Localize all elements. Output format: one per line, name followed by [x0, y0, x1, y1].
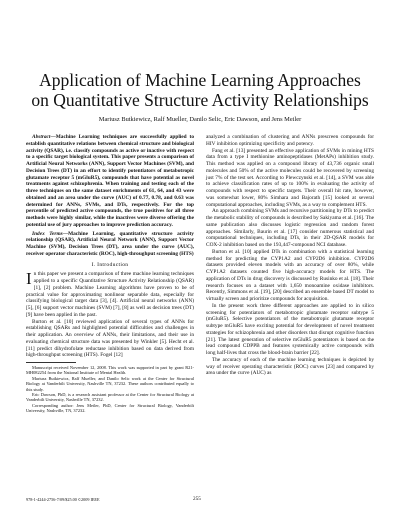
right-paragraph-5: In the present work three different approaches are applied to in silico screening for potentiators of metabotropic glutamate receptor subtype 5 (mGluR5). Selective potentiators of the metabotropic glutamate receptor subtype mGluR5 have exciting potential for development of novel treatment strategies for schizophrenia and other disorders that disrupt cognitive function [21]. The latest generation of selective mGluR5 potentiators is based on the lead compound CDPPB and features systemically active compounds with long half-lives that cross the blood-brain barrier [22]. [206, 302, 374, 356]
footnote-corresponding: Corresponding author: Jens Meiler, PhD, Center for Structural Biology, Vanderbilt University, Nashville, TN, 37232. [26, 402, 194, 414]
intro-paragraph-2: Burton et al. [10] reviewed application of several types of ANNs for establishing QSARs and highlighted potential difficulties and challenges in their application. An overview of ANNs, their limitations, and their use in evaluating chemical structure data was presented by Winkler [5]. Hecht et al. [11] predict dihydrofolate reductase inhibition based on data derived from high-throughput screening (HTS). Fogel [12] [26, 318, 194, 359]
intro-paragraph-1-text: n this paper we present a comparison of three machine learning techniques applied to a specific Quantitative Structure Activity Relationship (QSAR) [1], [2] problem. Machine Learning algorithms have proven to be of practical value for approximating nonlinear separable data, especially for classifying biological target data [3], [4]. Artificial neural networks (ANN) [5], [6] support vector machines (SVM) [7], [8] as well as decision trees (DT) [9] have been applied in the past. [26, 271, 194, 318]
abstract-text: —Machine Learning techniques are successfully applied to establish quantitative relations between chemical structure and biological activity (QSAR), i.e. classify compounds as active or inactive with respect to a specific target biological system. This paper presents a comparison of Artificial Neural Networks (ANN), Support Vector Machines (SVM), and Decision Trees (DT) in an effort to identify potentiators of metabotropic glutamate receptor 5 (mGluR5), compounds that have potential as novel treatments against schizophrenia. When training and testing each of the three techniques on the same dataset enrichments of 61, 64, and 43 were obtained and an area under the curve (AUC) of 0.77, 0.78, and 0.63 was determined for ANNs, SVMs, and DTs, respectively. For the top percentile of predicted active compounds, the true positives for all three methods were highly similar, while the inactives were diverse offering the potential use of jury approaches to improve prediction accuracy. [26, 134, 194, 228]
author-list: Mariusz Butkiewicz, Ralf Mueller, Danilo Selic, Eric Dawson, and Jens Meiler [98, 116, 302, 123]
footnote-dawson: Eric Dawson, PhD, is a research assistant professor at the Center for Structural Biology at Vanderbilt University, Nashville TN, 37232. [26, 392, 194, 403]
right-paragraph-2: Fang et al. [13] presented an effective application of SVMs in mining HTS data from a type I methionine aminopeptidases (MetAPs) inhibition study. This method was applied on a compound library of 43,736 organic small molecules and 50% of the active molecules could be recovered by screening just 7% of the test set. According to Plewczynski et al. [14], a SVM was able to achieve classification rates of up to 100% in evaluating the activity of compounds with respect to specific targets. Their overall hit rate, however, was somewhat lower, 80% Simhara and Bajorath [15] looked at several computational approaches, including SVMs, as a way to complement HTS. [206, 147, 374, 208]
right-paragraph-6: The accuracy of each of the machine learning techniques is depicted by way of receiver operating characteristic (ROC) curves [23] and compared by area under the curve (AUC) as [206, 356, 374, 377]
footnote-rule [26, 362, 76, 363]
footnote-manuscript: Manuscript received November 12, 2008. This work was supported in part by grant R21-MH082254 from the National Institute of Mental Health. [26, 365, 194, 376]
index-terms-label: Index Terms [32, 230, 63, 237]
right-paragraph-3: An approach combining SVMs and recursive partitioning by DTs to predict the metabolic stability of compounds is described by Sakiyama et al. [16]. The same publication also discusses logistic regression and random forest approaches. Similarly, Baurin et al. [17] consider numerous statistical and computational techniques, including DTs, in their 2D-QSAR models for COX-2 inhibition based on the 193,447-compound NCI database. [206, 208, 374, 248]
abstract [26, 134, 194, 229]
drop-cap: I [26, 269, 32, 289]
right-paragraph-4: Burton et al. [10] applied DTs in combination with a statistical learning method for predicting the CYP1A2 and CYP2D6 inhibition. CYP2D6 datasets provided eleven models with an accuracy of over 80%, while CYP1A2 datasets counted five high-accuracy models for HTS. The application of DTs in drug discovery is discussed by Rusinko et al. [18]. Their research focuses on a dataset with 1,650 monoamine oxidase inhibitors. Recently, Simmons et al. [19], [20] described an ensemble based DT model to virtually screen and prioritize compounds for acquisition. [206, 248, 374, 302]
abstract-label: Abstract [32, 134, 51, 140]
right-column [206, 134, 374, 377]
index-terms [26, 231, 194, 258]
intro-paragraph-1 [26, 271, 194, 318]
index-terms-text: —Machine Learning, quantitative structure activity relationship (QSAR), Artificial Neural Network (ANN), Support Vector Machine (SVM), Decision Trees (DT), area under the curve (AUC), receiver operator characteristic (ROC), high-throughput screening (HTS) [26, 230, 194, 257]
page-number: 255 [193, 496, 201, 502]
paper-title [20, 70, 380, 110]
footer-isbn: 978-1-4244-2756-7/09/$25.00 ©2009 IEEE [26, 497, 100, 502]
footnote-authors: Mariusz Butkiewicz, Ralf Mueller, and Danilo Selic work at the Center for Structural Biology at Vanderbilt University, Nashville TN, 37232. These authors contributed equally to this study. [26, 375, 194, 392]
title-line-2: on Quantitative Structure Activity Relationships [31, 90, 369, 110]
left-column [26, 134, 194, 414]
section-heading: I. Introduction [91, 261, 129, 268]
title-line-1: Application of Machine Learning Approaches [39, 70, 361, 90]
right-paragraph-1: analyzed a combination of clustering and ANNs prescreen compounds for HIV inhibition optimizing specificity and potency. [206, 134, 374, 147]
